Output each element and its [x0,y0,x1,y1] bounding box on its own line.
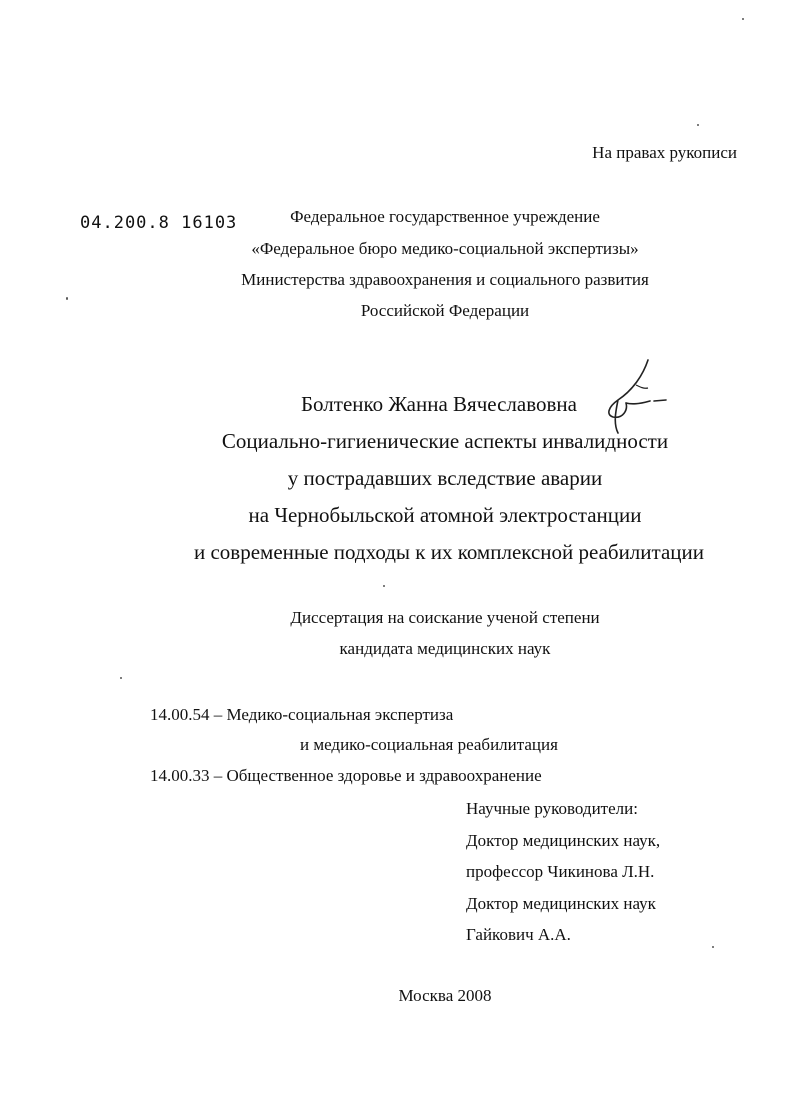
scan-speck [120,677,122,679]
title-line-1: Социально-гигиенические аспекты инвалидности [221,429,669,453]
scan-speck [383,585,385,587]
specialty-2: 14.00.33 – Общественное здоровье и здравоохранение [150,766,542,785]
supervisor-line-2: профессор Чикинова Л.Н. [466,862,655,881]
org-line-4: Российской Федерации [360,301,530,320]
author-name: Болтенко Жанна Вячеславовна [301,392,577,416]
city-year: Москва 2008 [398,986,492,1005]
specialty-1-continued: и медико-социальная реабилитация [300,735,558,754]
supervisors-heading: Научные руководители: [466,799,638,818]
dissertation-line-1: Диссертация на соискание ученой степени [290,608,600,627]
org-line-2: «Федеральное бюро медико-социальной экспертизы» [251,239,639,258]
scan-speck [742,18,744,20]
scan-speck [66,297,68,300]
scan-speck [697,124,699,126]
scan-speck [712,946,714,948]
rights-note: На правах рукописи [592,143,737,162]
title-line-4: и современные подходы к их комплексной реабилитации [193,540,704,564]
supervisor-line-4: Гайкович А.А. [466,925,571,944]
org-line-1: Федеральное государственное учреждение [290,207,600,226]
supervisor-line-1: Доктор медицинских наук, [466,831,661,850]
supervisor-line-3: Доктор медицинских наук [466,894,656,913]
title-line-2: у пострадавших вследствие аварии [287,466,603,490]
title-line-3: на Чернобыльской атомной электростанции [248,503,642,527]
specialty-1: 14.00.54 – Медико-социальная экспертиза [150,705,454,724]
archive-stamp: 04.200.8 16103 [80,213,238,233]
org-line-3: Министерства здравоохранения и социального развития [241,270,649,289]
dissertation-line-2: кандидата медицинских наук [339,639,551,658]
